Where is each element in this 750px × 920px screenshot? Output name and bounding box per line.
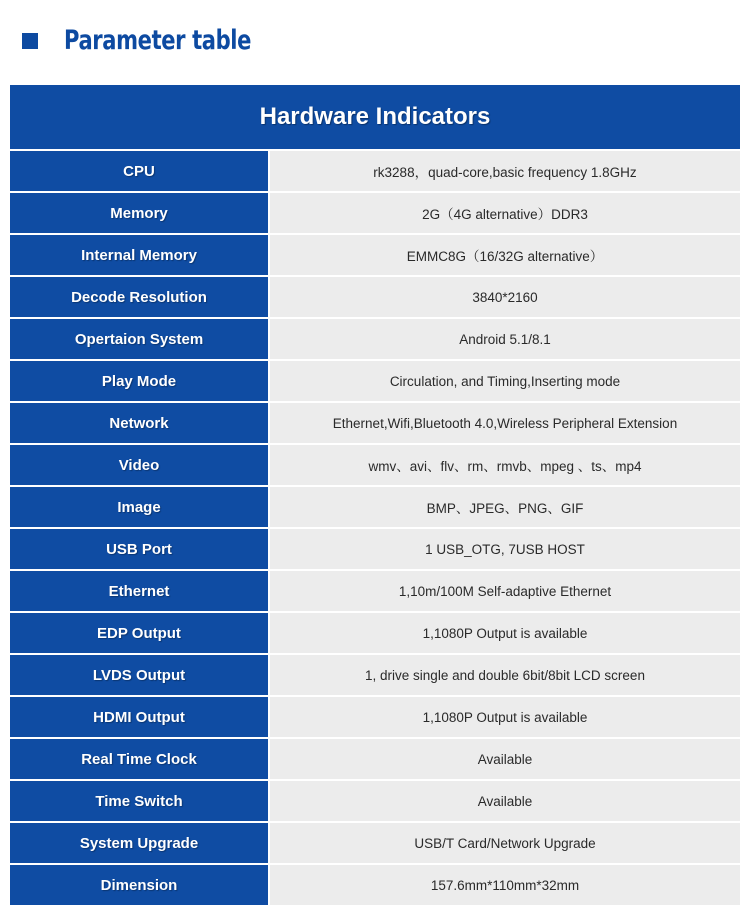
table-row [10, 235, 740, 275]
table-row [10, 781, 740, 821]
row-label: Memory [10, 193, 268, 233]
row-label: CPU [10, 151, 268, 191]
row-label: HDMI Output [10, 697, 268, 737]
table-row [10, 739, 740, 779]
row-value: 1,10m/100M Self-adaptive Ethernet [270, 571, 740, 611]
table-row [10, 403, 740, 443]
table-row [10, 361, 740, 401]
row-value: 1 USB_OTG, 7USB HOST [270, 529, 740, 569]
section-heading [22, 18, 304, 62]
row-value: 157.6mm*110mm*32mm [270, 865, 740, 905]
table-row [10, 151, 740, 191]
table-row [10, 613, 740, 653]
row-value: 1, drive single and double 6bit/8bit LCD screen [270, 655, 740, 695]
row-label: Dimension [10, 865, 268, 905]
row-value: Available [270, 739, 740, 779]
row-label: Opertaion System [10, 319, 268, 359]
row-label: Decode Resolution [10, 277, 268, 317]
row-value: 3840*2160 [270, 277, 740, 317]
row-label: System Upgrade [10, 823, 268, 863]
table-row [10, 319, 740, 359]
table-row [10, 865, 740, 905]
row-value: EMMC8G（16/32G alternative） [270, 235, 740, 275]
row-label: Real Time Clock [10, 739, 268, 779]
parameter-table [10, 85, 740, 906]
table-row [10, 193, 740, 233]
row-value: Circulation, and Timing,Inserting mode [270, 361, 740, 401]
row-value: Android 5.1/8.1 [270, 319, 740, 359]
row-value: 1,1080P Output is available [270, 613, 740, 653]
row-value: wmv、avi、flv、rm、rmvb、mpeg 、ts、mp4 [270, 445, 740, 485]
row-value: 1,1080P Output is available [270, 697, 740, 737]
row-value: Available [270, 781, 740, 821]
row-label: Video [10, 445, 268, 485]
row-label: EDP Output [10, 613, 268, 653]
table-row [10, 655, 740, 695]
row-value: Ethernet,Wifi,Bluetooth 4.0,Wireless Peripheral Extension [270, 403, 740, 443]
row-value: 2G（4G alternative）DDR3 [270, 193, 740, 233]
row-label: Time Switch [10, 781, 268, 821]
row-label: Network [10, 403, 268, 443]
table-row [10, 277, 740, 317]
row-value: BMP、JPEG、PNG、GIF [270, 487, 740, 527]
table-row [10, 487, 740, 527]
table-row [10, 697, 740, 737]
page-title: Parameter table [64, 24, 251, 56]
table-title: Hardware Indicators [10, 85, 740, 149]
row-label: Play Mode [10, 361, 268, 401]
table-row [10, 571, 740, 611]
table-row [10, 823, 740, 863]
table-row [10, 445, 740, 485]
square-bullet-icon [22, 33, 38, 49]
row-value: USB/T Card/Network Upgrade [270, 823, 740, 863]
row-label: USB Port [10, 529, 268, 569]
table-body [10, 151, 740, 905]
row-value: rk3288，quad-core,basic frequency 1.8GHz [270, 151, 740, 191]
row-label: Image [10, 487, 268, 527]
row-label: LVDS Output [10, 655, 268, 695]
row-label: Internal Memory [10, 235, 268, 275]
table-row [10, 529, 740, 569]
row-label: Ethernet [10, 571, 268, 611]
